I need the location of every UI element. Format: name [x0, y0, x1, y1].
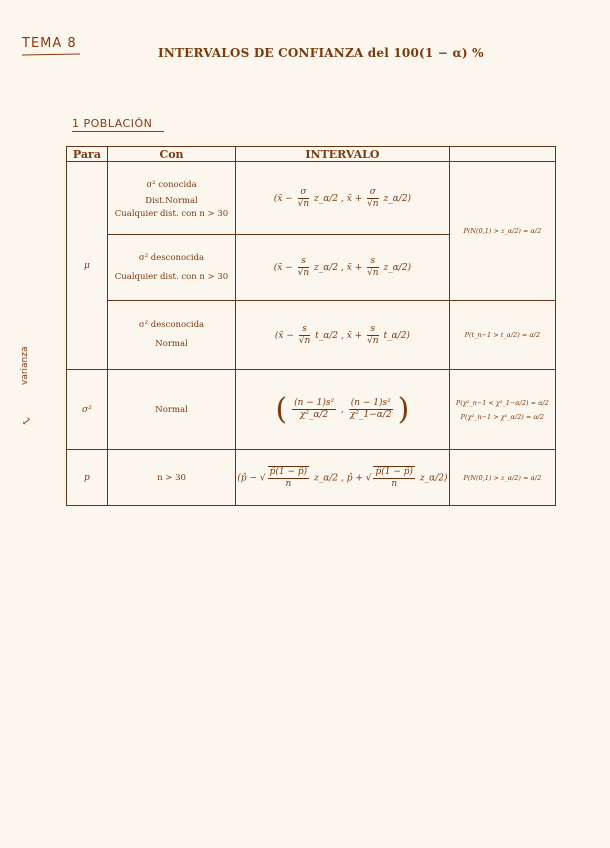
page-title: INTERVALOS DE CONFIANZA del 100(1 − α) %	[158, 46, 484, 60]
interval-cell	[236, 301, 450, 370]
fraction	[373, 466, 415, 490]
condition-cell: Normal	[107, 370, 235, 450]
fraction	[298, 256, 310, 279]
prob-chi-lower: P(χ²_n−1 < χ²_1−α/2) = α/2	[455, 398, 549, 407]
header-para: Para	[67, 147, 108, 162]
tema-underline	[22, 53, 80, 55]
table-header-row	[67, 147, 556, 162]
frac-num: p̂(1 − p̂)	[375, 466, 414, 477]
interval-mid: z_α/2 , x̄ +	[314, 263, 363, 273]
frac-den: √n	[298, 335, 311, 346]
interval-left: (x̄ −	[274, 330, 294, 341]
header-probability	[449, 147, 555, 162]
margin-arrow-icon: ↩	[19, 413, 35, 430]
conditions-cell	[107, 162, 235, 235]
condition: Dist.Normal	[145, 195, 198, 206]
interval-right: z_α/2)	[383, 193, 412, 204]
prob-cell	[449, 370, 555, 450]
frac-num: σ	[298, 187, 310, 199]
param-mu: μ	[67, 162, 108, 370]
interval-mid: z_α/2 , p̂ + √	[314, 473, 372, 483]
frac-den: √n	[297, 198, 310, 209]
interval-mid: z_α/2 , x̄ +	[314, 193, 363, 204]
left-paren: (	[275, 392, 288, 427]
condition: Cualquier dist. con n > 30	[114, 271, 229, 282]
frac-num: σ	[367, 187, 379, 199]
interval-left: (x̄ −	[273, 193, 293, 204]
header-con: Con	[107, 147, 235, 162]
conditions-cell	[107, 301, 235, 370]
table-row	[67, 370, 556, 450]
condition: Normal	[155, 339, 188, 349]
fraction	[367, 324, 379, 347]
margin-note: varianza	[20, 346, 30, 385]
param-p: p	[67, 450, 108, 506]
fraction	[349, 398, 393, 421]
fraction	[299, 324, 311, 347]
confidence-interval-table	[66, 146, 556, 506]
table-row	[67, 301, 556, 370]
fraction	[367, 256, 379, 279]
frac-num: s	[299, 324, 311, 336]
interval-right: z_α/2)	[419, 473, 448, 483]
interval-right: z_α/2)	[383, 263, 412, 273]
conditions-cell	[107, 235, 235, 301]
prob-t: P(t_n−1 > t_α/2) = α/2	[449, 301, 555, 370]
condition: Cualquier dist. con n > 30	[114, 208, 229, 219]
interval-cell	[236, 162, 450, 235]
interval-left: (x̄ −	[273, 263, 293, 273]
frac-num: s	[298, 256, 310, 268]
interval-mid: t_α/2 , x̄ +	[315, 330, 363, 341]
interval-cell: ( $\frac{\text{(n − 1)s²}}{\text{χ²\_α/2}}$ , $\frac{\text{(n − 1)s²}}{\text{χ²\_1−α/2}}$ )	[236, 370, 450, 450]
condition: σ² conocida	[146, 179, 197, 190]
section-underline	[72, 131, 164, 132]
frac-num: s	[367, 324, 379, 336]
tema-label: TEMA 8	[22, 36, 77, 51]
fraction	[298, 187, 310, 210]
section-heading: 1 POBLACIÓN	[72, 117, 153, 130]
frac-den: √n	[367, 335, 379, 346]
frac-num: (n − 1)s²	[294, 398, 335, 408]
condition: σ² desconocida	[138, 252, 205, 263]
table-row	[67, 162, 556, 235]
frac-den: √n	[297, 268, 310, 278]
frac-den: χ²_α/2	[299, 410, 329, 420]
frac-den: n	[285, 478, 292, 489]
interval-cell	[236, 235, 450, 301]
prob-chi-upper: P(χ²_n−1 > χ²_α/2) = α/2	[460, 412, 545, 421]
frac-den: χ²_1−α/2	[349, 410, 392, 420]
condition-cell: n > 30	[107, 450, 235, 506]
interval-left: (p̂ − √	[237, 473, 266, 483]
frac-den: n	[391, 478, 398, 489]
fraction	[268, 466, 310, 490]
right-paren: )	[397, 392, 410, 427]
frac-num: p̂(1 − p̂)	[269, 466, 308, 477]
frac-num: s	[367, 256, 379, 268]
interval-right: t_α/2)	[383, 330, 410, 341]
fraction	[292, 398, 336, 421]
interval-cell	[236, 450, 450, 506]
fraction	[367, 187, 379, 210]
condition: σ² desconocida	[138, 320, 205, 330]
prob-z-mu: P(N(0,1) > z_α/2) = α/2	[449, 162, 555, 301]
header-intervalo: INTERVALO	[236, 147, 450, 162]
frac-num: (n − 1)s²	[350, 398, 391, 408]
frac-den: √n	[367, 268, 379, 278]
frac-den: √n	[367, 198, 379, 209]
prob-z-p: P(N(0,1) > z_α/2) = α/2	[449, 450, 555, 506]
table-row	[67, 450, 556, 506]
param-sigma2: σ²	[67, 370, 108, 450]
